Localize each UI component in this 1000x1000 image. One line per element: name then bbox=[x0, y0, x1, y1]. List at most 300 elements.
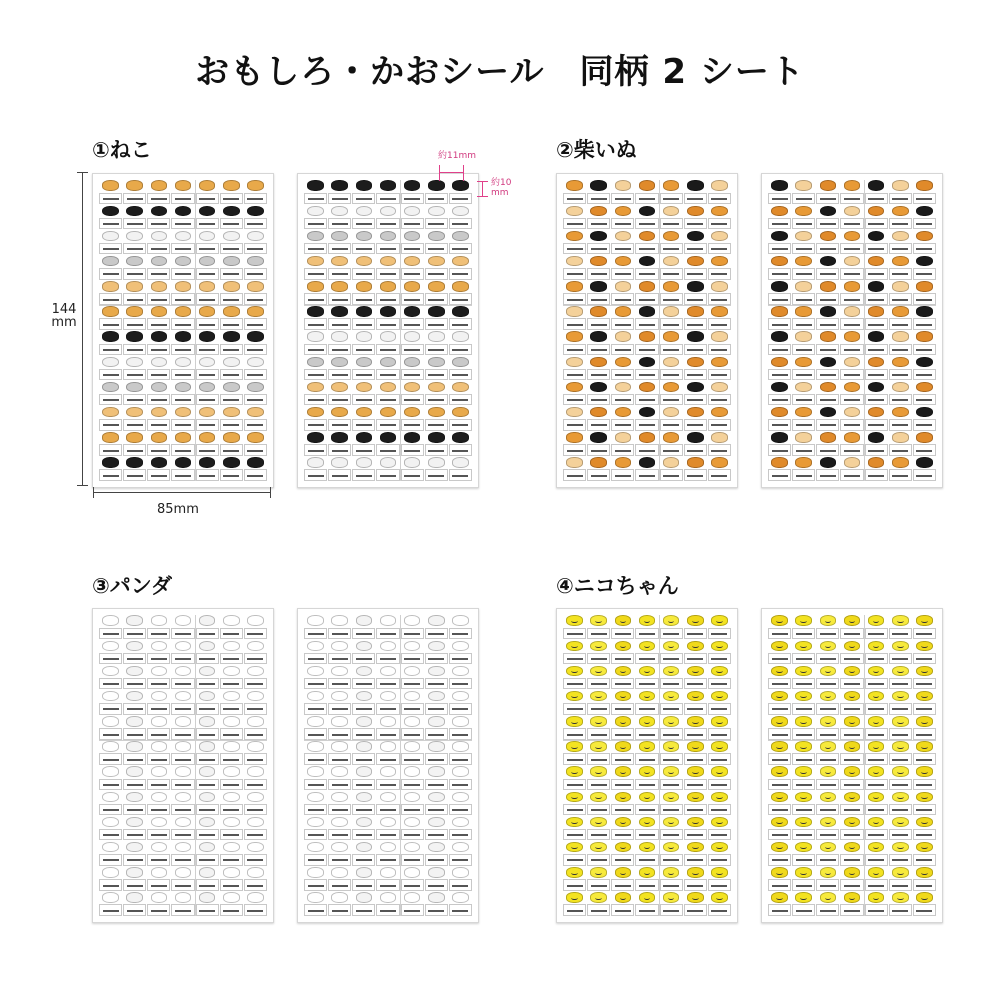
caption-sticker bbox=[196, 369, 219, 381]
caption-sticker bbox=[587, 653, 610, 665]
face-sticker bbox=[352, 867, 375, 879]
caption-sticker bbox=[913, 369, 936, 381]
face-sticker bbox=[684, 716, 707, 728]
face-sticker bbox=[635, 640, 658, 652]
face-sticker bbox=[147, 205, 170, 217]
caption-sticker bbox=[244, 854, 267, 866]
face-sticker bbox=[123, 841, 146, 853]
caption-sticker bbox=[147, 703, 170, 715]
caption-sticker bbox=[563, 444, 586, 456]
face-sticker bbox=[792, 665, 815, 677]
face-sticker bbox=[889, 457, 912, 469]
caption-sticker bbox=[792, 293, 815, 305]
face-sticker bbox=[865, 665, 888, 677]
face-sticker bbox=[587, 690, 610, 702]
caption-sticker bbox=[425, 779, 448, 791]
face-sticker bbox=[123, 331, 146, 343]
caption-sticker bbox=[99, 469, 122, 481]
face-sticker bbox=[147, 356, 170, 368]
face-sticker bbox=[220, 331, 243, 343]
face-sticker bbox=[840, 381, 863, 393]
face-sticker bbox=[865, 255, 888, 267]
face-sticker bbox=[220, 406, 243, 418]
face-sticker bbox=[708, 816, 731, 828]
face-sticker bbox=[768, 716, 791, 728]
face-sticker bbox=[913, 690, 936, 702]
caption-sticker bbox=[425, 193, 448, 205]
caption-sticker bbox=[401, 829, 424, 841]
face-sticker bbox=[401, 816, 424, 828]
caption-sticker bbox=[401, 268, 424, 280]
caption-sticker bbox=[635, 728, 658, 740]
caption-sticker bbox=[99, 268, 122, 280]
caption-sticker bbox=[768, 218, 791, 230]
face-sticker bbox=[708, 615, 731, 627]
face-sticker bbox=[244, 816, 267, 828]
face-sticker bbox=[328, 306, 351, 318]
face-sticker bbox=[635, 791, 658, 803]
face-sticker bbox=[401, 766, 424, 778]
caption-sticker bbox=[123, 678, 146, 690]
caption-sticker bbox=[865, 804, 888, 816]
caption-sticker bbox=[563, 753, 586, 765]
caption-sticker bbox=[635, 854, 658, 866]
face-sticker bbox=[913, 640, 936, 652]
caption-sticker bbox=[352, 394, 375, 406]
caption-sticker bbox=[684, 653, 707, 665]
caption-sticker bbox=[792, 703, 815, 715]
caption-sticker bbox=[816, 268, 839, 280]
face-sticker bbox=[99, 281, 122, 293]
caption-sticker bbox=[768, 293, 791, 305]
caption-sticker bbox=[123, 653, 146, 665]
caption-sticker bbox=[635, 703, 658, 715]
caption-sticker bbox=[196, 904, 219, 916]
caption-sticker bbox=[196, 243, 219, 255]
caption-sticker bbox=[611, 703, 634, 715]
face-sticker bbox=[425, 867, 448, 879]
face-sticker bbox=[304, 281, 327, 293]
face-sticker bbox=[889, 331, 912, 343]
face-sticker bbox=[660, 406, 683, 418]
face-sticker bbox=[889, 356, 912, 368]
caption-sticker bbox=[244, 318, 267, 330]
face-sticker bbox=[328, 281, 351, 293]
caption-sticker bbox=[220, 804, 243, 816]
face-sticker bbox=[611, 867, 634, 879]
caption-sticker bbox=[635, 753, 658, 765]
caption-sticker bbox=[147, 344, 170, 356]
face-sticker bbox=[147, 381, 170, 393]
caption-sticker bbox=[792, 369, 815, 381]
face-sticker bbox=[865, 432, 888, 444]
caption-sticker bbox=[220, 293, 243, 305]
face-sticker bbox=[352, 356, 375, 368]
face-sticker bbox=[123, 741, 146, 753]
face-sticker bbox=[865, 867, 888, 879]
caption-sticker bbox=[708, 854, 731, 866]
width-dimension-label: 85mm bbox=[157, 502, 199, 517]
caption-sticker bbox=[376, 419, 399, 431]
face-sticker bbox=[816, 741, 839, 753]
face-sticker bbox=[196, 867, 219, 879]
face-sticker bbox=[587, 741, 610, 753]
caption-sticker bbox=[684, 369, 707, 381]
face-sticker bbox=[328, 741, 351, 753]
face-sticker bbox=[376, 892, 399, 904]
caption-sticker bbox=[376, 678, 399, 690]
face-sticker bbox=[563, 816, 586, 828]
face-sticker bbox=[304, 381, 327, 393]
caption-sticker bbox=[708, 678, 731, 690]
sticker-sheet bbox=[556, 608, 738, 923]
face-sticker bbox=[768, 255, 791, 267]
face-sticker bbox=[99, 457, 122, 469]
caption-sticker bbox=[123, 804, 146, 816]
face-sticker bbox=[244, 716, 267, 728]
face-sticker bbox=[708, 205, 731, 217]
caption-sticker bbox=[768, 854, 791, 866]
face-sticker bbox=[840, 255, 863, 267]
face-sticker bbox=[376, 281, 399, 293]
caption-sticker bbox=[611, 678, 634, 690]
caption-sticker bbox=[147, 854, 170, 866]
caption-sticker bbox=[708, 369, 731, 381]
caption-sticker bbox=[401, 804, 424, 816]
caption-sticker bbox=[840, 728, 863, 740]
face-sticker bbox=[244, 690, 267, 702]
caption-sticker bbox=[768, 753, 791, 765]
caption-sticker bbox=[660, 904, 683, 916]
caption-sticker bbox=[244, 419, 267, 431]
caption-sticker bbox=[352, 829, 375, 841]
face-sticker bbox=[708, 716, 731, 728]
face-sticker bbox=[244, 180, 267, 192]
caption-sticker bbox=[401, 678, 424, 690]
face-sticker bbox=[425, 356, 448, 368]
face-sticker bbox=[684, 791, 707, 803]
face-sticker bbox=[196, 281, 219, 293]
face-sticker bbox=[635, 381, 658, 393]
face-sticker bbox=[304, 867, 327, 879]
caption-sticker bbox=[304, 628, 327, 640]
caption-sticker bbox=[708, 243, 731, 255]
face-sticker bbox=[635, 741, 658, 753]
caption-sticker bbox=[611, 218, 634, 230]
face-sticker bbox=[196, 640, 219, 652]
caption-sticker bbox=[220, 394, 243, 406]
face-sticker bbox=[196, 230, 219, 242]
cell-width-tick-right bbox=[463, 165, 464, 181]
face-sticker bbox=[840, 665, 863, 677]
caption-sticker bbox=[99, 779, 122, 791]
caption-sticker bbox=[147, 753, 170, 765]
face-sticker bbox=[171, 205, 194, 217]
face-sticker bbox=[563, 615, 586, 627]
caption-sticker bbox=[768, 318, 791, 330]
face-sticker bbox=[425, 716, 448, 728]
caption-sticker bbox=[587, 243, 610, 255]
caption-sticker bbox=[611, 904, 634, 916]
face-sticker bbox=[816, 180, 839, 192]
face-sticker bbox=[587, 816, 610, 828]
face-sticker bbox=[635, 716, 658, 728]
sheet-divider-horizontal bbox=[563, 740, 731, 741]
face-sticker bbox=[401, 741, 424, 753]
caption-sticker bbox=[563, 804, 586, 816]
caption-sticker bbox=[304, 829, 327, 841]
caption-sticker bbox=[768, 419, 791, 431]
caption-sticker bbox=[220, 243, 243, 255]
face-sticker bbox=[660, 816, 683, 828]
face-sticker bbox=[123, 381, 146, 393]
caption-sticker bbox=[401, 628, 424, 640]
caption-sticker bbox=[425, 653, 448, 665]
caption-sticker bbox=[587, 678, 610, 690]
caption-sticker bbox=[889, 293, 912, 305]
face-sticker bbox=[708, 432, 731, 444]
caption-sticker bbox=[220, 703, 243, 715]
caption-sticker bbox=[328, 854, 351, 866]
caption-sticker bbox=[768, 193, 791, 205]
caption-sticker bbox=[889, 703, 912, 715]
caption-sticker bbox=[684, 628, 707, 640]
face-sticker bbox=[220, 205, 243, 217]
caption-sticker bbox=[328, 394, 351, 406]
section-label-panda: ③パンダ bbox=[92, 574, 172, 598]
face-sticker bbox=[99, 791, 122, 803]
face-sticker bbox=[684, 640, 707, 652]
face-sticker bbox=[196, 331, 219, 343]
caption-sticker bbox=[865, 344, 888, 356]
caption-sticker bbox=[635, 419, 658, 431]
face-sticker bbox=[425, 457, 448, 469]
caption-sticker bbox=[889, 268, 912, 280]
face-sticker bbox=[352, 406, 375, 418]
face-sticker bbox=[611, 230, 634, 242]
face-sticker bbox=[768, 690, 791, 702]
section-label-cat: ①ねこ bbox=[92, 138, 152, 162]
caption-sticker bbox=[99, 753, 122, 765]
face-sticker bbox=[328, 665, 351, 677]
face-sticker bbox=[635, 281, 658, 293]
face-sticker bbox=[304, 356, 327, 368]
face-sticker bbox=[352, 180, 375, 192]
caption-sticker bbox=[840, 293, 863, 305]
face-sticker bbox=[425, 381, 448, 393]
face-sticker bbox=[768, 381, 791, 393]
face-sticker bbox=[660, 180, 683, 192]
caption-sticker bbox=[865, 193, 888, 205]
caption-sticker bbox=[660, 218, 683, 230]
face-sticker bbox=[587, 432, 610, 444]
face-sticker bbox=[587, 892, 610, 904]
face-sticker bbox=[660, 281, 683, 293]
caption-sticker bbox=[171, 394, 194, 406]
face-sticker bbox=[449, 816, 472, 828]
face-sticker bbox=[611, 281, 634, 293]
caption-sticker bbox=[913, 753, 936, 765]
caption-sticker bbox=[792, 854, 815, 866]
face-sticker bbox=[587, 281, 610, 293]
face-sticker bbox=[563, 741, 586, 753]
caption-sticker bbox=[840, 394, 863, 406]
caption-sticker bbox=[816, 243, 839, 255]
caption-sticker bbox=[196, 469, 219, 481]
caption-sticker bbox=[792, 904, 815, 916]
caption-sticker bbox=[563, 469, 586, 481]
caption-sticker bbox=[708, 753, 731, 765]
caption-sticker bbox=[171, 904, 194, 916]
caption-sticker bbox=[840, 419, 863, 431]
caption-sticker bbox=[635, 653, 658, 665]
width-dimension-line bbox=[93, 492, 271, 493]
face-sticker bbox=[425, 306, 448, 318]
face-sticker bbox=[611, 791, 634, 803]
face-sticker bbox=[401, 665, 424, 677]
caption-sticker bbox=[635, 829, 658, 841]
face-sticker bbox=[328, 615, 351, 627]
caption-sticker bbox=[352, 369, 375, 381]
caption-sticker bbox=[611, 444, 634, 456]
face-sticker bbox=[449, 665, 472, 677]
caption-sticker bbox=[611, 628, 634, 640]
face-sticker bbox=[865, 791, 888, 803]
face-sticker bbox=[840, 406, 863, 418]
caption-sticker bbox=[401, 193, 424, 205]
face-sticker bbox=[913, 841, 936, 853]
face-sticker bbox=[376, 230, 399, 242]
caption-sticker bbox=[328, 293, 351, 305]
caption-sticker bbox=[449, 904, 472, 916]
face-sticker bbox=[449, 615, 472, 627]
caption-sticker bbox=[196, 193, 219, 205]
face-sticker bbox=[304, 255, 327, 267]
caption-sticker bbox=[768, 703, 791, 715]
caption-sticker bbox=[816, 218, 839, 230]
face-sticker bbox=[684, 356, 707, 368]
caption-sticker bbox=[684, 703, 707, 715]
caption-sticker bbox=[635, 904, 658, 916]
face-sticker bbox=[768, 180, 791, 192]
width-dimension-tick-left bbox=[93, 487, 94, 498]
caption-sticker bbox=[376, 804, 399, 816]
face-sticker bbox=[376, 741, 399, 753]
face-sticker bbox=[449, 381, 472, 393]
caption-sticker bbox=[220, 728, 243, 740]
face-sticker bbox=[376, 432, 399, 444]
face-sticker bbox=[425, 255, 448, 267]
face-sticker bbox=[328, 690, 351, 702]
face-sticker bbox=[304, 306, 327, 318]
face-sticker bbox=[587, 841, 610, 853]
face-sticker bbox=[304, 716, 327, 728]
caption-sticker bbox=[328, 369, 351, 381]
caption-sticker bbox=[792, 444, 815, 456]
caption-sticker bbox=[587, 703, 610, 715]
cell-width-tick-left bbox=[439, 165, 440, 181]
face-sticker bbox=[792, 356, 815, 368]
caption-sticker bbox=[768, 653, 791, 665]
face-sticker bbox=[684, 690, 707, 702]
face-sticker bbox=[449, 892, 472, 904]
face-sticker bbox=[635, 892, 658, 904]
caption-sticker bbox=[244, 653, 267, 665]
face-sticker bbox=[220, 457, 243, 469]
caption-sticker bbox=[840, 829, 863, 841]
face-sticker bbox=[123, 766, 146, 778]
caption-sticker bbox=[792, 804, 815, 816]
caption-sticker bbox=[865, 703, 888, 715]
caption-sticker bbox=[611, 829, 634, 841]
face-sticker bbox=[449, 841, 472, 853]
face-sticker bbox=[792, 306, 815, 318]
face-sticker bbox=[99, 306, 122, 318]
face-sticker bbox=[352, 457, 375, 469]
caption-sticker bbox=[304, 904, 327, 916]
face-sticker bbox=[304, 230, 327, 242]
face-sticker bbox=[401, 457, 424, 469]
caption-sticker bbox=[425, 829, 448, 841]
caption-sticker bbox=[401, 728, 424, 740]
face-sticker bbox=[123, 356, 146, 368]
face-sticker bbox=[635, 457, 658, 469]
face-sticker bbox=[611, 381, 634, 393]
caption-sticker bbox=[376, 854, 399, 866]
caption-sticker bbox=[352, 879, 375, 891]
face-sticker bbox=[635, 766, 658, 778]
caption-sticker bbox=[123, 628, 146, 640]
face-sticker bbox=[196, 690, 219, 702]
caption-sticker bbox=[147, 469, 170, 481]
caption-sticker bbox=[816, 854, 839, 866]
face-sticker bbox=[171, 432, 194, 444]
caption-sticker bbox=[563, 653, 586, 665]
caption-sticker bbox=[865, 268, 888, 280]
caption-sticker bbox=[792, 879, 815, 891]
face-sticker bbox=[563, 716, 586, 728]
face-sticker bbox=[147, 406, 170, 418]
face-sticker bbox=[401, 281, 424, 293]
caption-sticker bbox=[768, 779, 791, 791]
face-sticker bbox=[99, 356, 122, 368]
caption-sticker bbox=[684, 193, 707, 205]
caption-sticker bbox=[660, 703, 683, 715]
caption-sticker bbox=[328, 753, 351, 765]
caption-sticker bbox=[635, 879, 658, 891]
face-sticker bbox=[865, 640, 888, 652]
face-sticker bbox=[913, 205, 936, 217]
caption-sticker bbox=[865, 394, 888, 406]
face-sticker bbox=[328, 816, 351, 828]
caption-sticker bbox=[635, 779, 658, 791]
face-sticker bbox=[376, 640, 399, 652]
face-sticker bbox=[816, 867, 839, 879]
caption-sticker bbox=[684, 419, 707, 431]
face-sticker bbox=[123, 306, 146, 318]
face-sticker bbox=[768, 766, 791, 778]
face-sticker bbox=[708, 791, 731, 803]
caption-sticker bbox=[611, 193, 634, 205]
face-sticker bbox=[425, 766, 448, 778]
caption-sticker bbox=[171, 243, 194, 255]
caption-sticker bbox=[684, 243, 707, 255]
face-sticker bbox=[304, 816, 327, 828]
face-sticker bbox=[611, 841, 634, 853]
sheet-divider-vertical bbox=[659, 180, 660, 481]
face-sticker bbox=[244, 892, 267, 904]
caption-sticker bbox=[865, 854, 888, 866]
